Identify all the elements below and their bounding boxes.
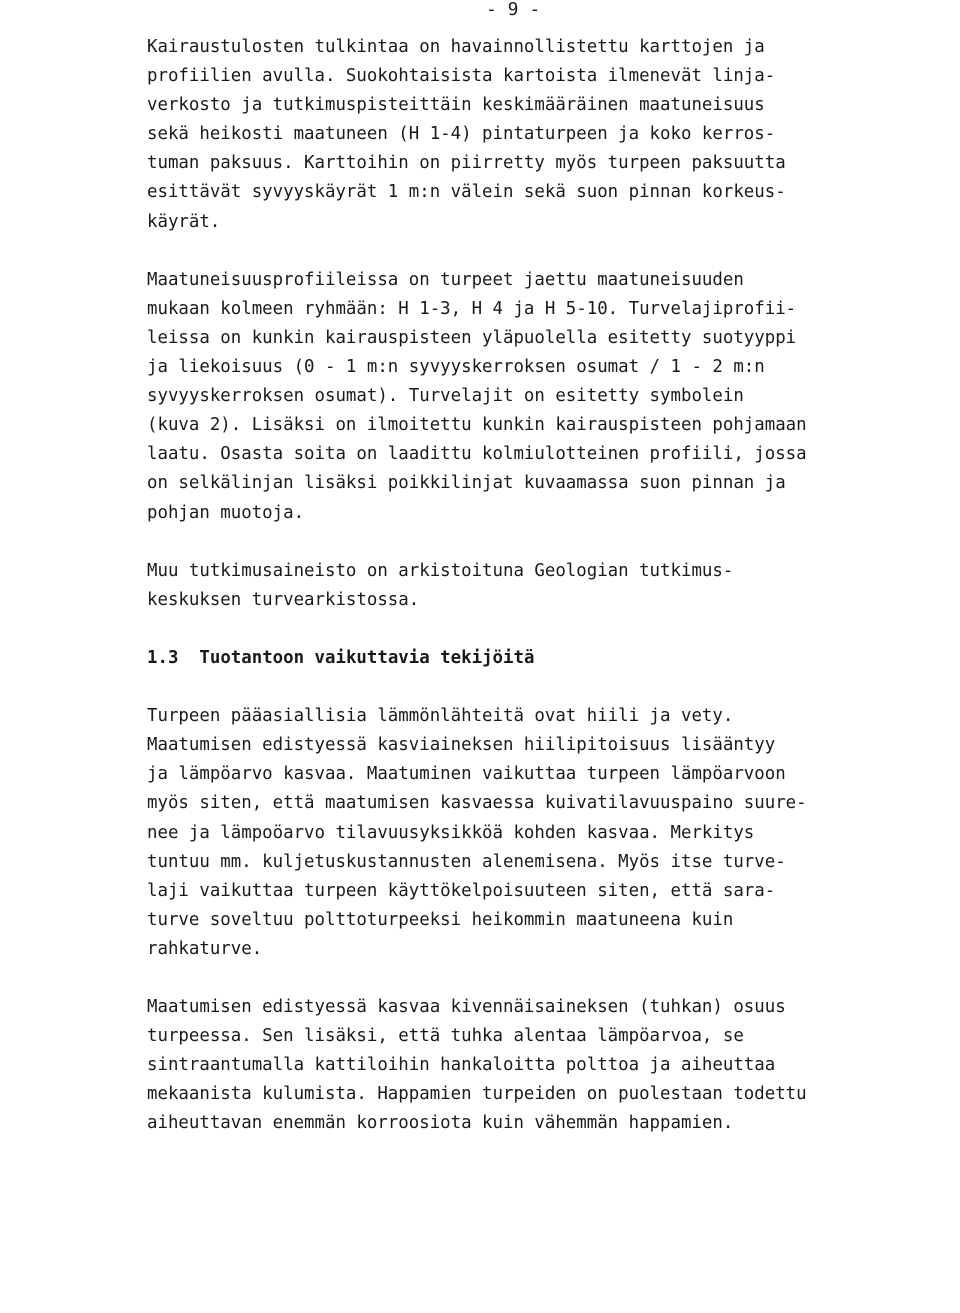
text-line: ja liekoisuus (0 - 1 m:n syvyyskerroksen osumat / 1 - 2 m:n bbox=[147, 357, 765, 378]
paragraph-gap bbox=[147, 237, 937, 266]
text-line: laji vaikuttaa turpeen käyttökelpoisuuteen siten, että sara- bbox=[147, 880, 776, 901]
text-line: käyrät. bbox=[147, 211, 221, 232]
text-line: Turpeen pääasiallisia lämmönlähteitä ovat hiili ja vety. bbox=[147, 706, 734, 727]
paragraph-gap bbox=[147, 528, 937, 557]
page-number: - 9 - bbox=[486, 0, 541, 20]
section-number: 1.3 bbox=[147, 647, 179, 668]
paragraph-gap bbox=[147, 615, 937, 644]
text-line: tuntuu mm. kuljetuskustannusten alenemisena. Myös itse turve- bbox=[147, 851, 786, 872]
text-line: Maatuneisuusprofiileissa on turpeet jaettu maatuneisuuden bbox=[147, 269, 744, 290]
text-line: sintraantumalla kattiloihin hankaloitta polttoa ja aiheuttaa bbox=[147, 1055, 776, 1076]
text-line: on selkälinjan lisäksi poikkilinjat kuvaamassa suon pinnan ja bbox=[147, 473, 786, 494]
text-line: profiilien avulla. Suokohtaisista kartoista ilmenevät linja- bbox=[147, 66, 776, 87]
section-heading bbox=[147, 644, 937, 673]
paragraph-archive bbox=[147, 557, 937, 615]
text-line: sekä heikosti maatuneen (H 1-4) pintaturpeen ja koko kerros- bbox=[147, 124, 776, 145]
text-line: verkosto ja tutkimuspisteittäin keskimääräinen maatuneisuus bbox=[147, 95, 765, 116]
text-line: Kairaustulosten tulkintaa on havainnollistettu karttojen ja bbox=[147, 37, 765, 57]
text-line: laatu. Osasta soita on laadittu kolmiulotteinen profiili, jossa bbox=[147, 444, 807, 465]
text-line: Muu tutkimusaineisto on arkistoituna Geologian tutkimus- bbox=[147, 560, 734, 581]
text-line: aiheuttavan enemmän korroosiota kuin vähemmän happamien. bbox=[147, 1113, 734, 1134]
section-title: Tuotantoon vaikuttavia tekijöitä bbox=[199, 647, 535, 668]
paragraph-map-interpretation bbox=[147, 33, 937, 237]
document-body bbox=[147, 33, 937, 1139]
text-line: keskuksen turvearkistossa. bbox=[147, 589, 420, 610]
text-line: Maatumisen edistyessä kasvaa kivennäisaineksen (tuhkan) osuus bbox=[147, 997, 786, 1018]
text-line: syvyyskerroksen osumat). Turvelajit on esitetty symbolein bbox=[147, 386, 744, 407]
paragraph-ash-content bbox=[147, 993, 937, 1138]
text-line: pohjan muotoja. bbox=[147, 502, 305, 523]
text-line: myös siten, että maatumisen kasvaessa kuivatilavuuspaino suure- bbox=[147, 793, 807, 814]
text-line: (kuva 2). Lisäksi on ilmoitettu kunkin kairauspisteen pohjamaan bbox=[147, 415, 807, 436]
text-line: ja lämpöarvo kasvaa. Maatuminen vaikuttaa turpeen lämpöarvoon bbox=[147, 764, 786, 785]
paragraph-gap bbox=[147, 673, 937, 702]
text-line: turpeessa. Sen lisäksi, että tuhka alentaa lämpöarvoa, se bbox=[147, 1026, 744, 1047]
paragraph-profiles bbox=[147, 266, 937, 528]
text-line: mukaan kolmeen ryhmään: H 1-3, H 4 ja H 5-10. Turvelajiprofii- bbox=[147, 298, 797, 319]
paragraph-heat-sources bbox=[147, 702, 937, 964]
text-line: esittävät syvyyskäyrät 1 m:n välein sekä suon pinnan korkeus- bbox=[147, 182, 786, 203]
text-line: leissa on kunkin kairauspisteen yläpuolella esitetty suotyyppi bbox=[147, 327, 797, 348]
text-line: Maatumisen edistyessä kasviaineksen hiilipitoisuus lisääntyy bbox=[147, 735, 776, 756]
text-line: rahkaturve. bbox=[147, 938, 263, 959]
paragraph-gap bbox=[147, 964, 937, 993]
text-line: nee ja lämpoöarvo tilavuusyksikköä kohden kasvaa. Merkitys bbox=[147, 822, 755, 843]
text-line: mekaanista kulumista. Happamien turpeiden on puolestaan todettu bbox=[147, 1084, 807, 1105]
text-line: turve soveltuu polttoturpeeksi heikommin maatuneena kuin bbox=[147, 909, 734, 930]
text-line: tuman paksuus. Karttoihin on piirretty myös turpeen paksuutta bbox=[147, 153, 786, 174]
